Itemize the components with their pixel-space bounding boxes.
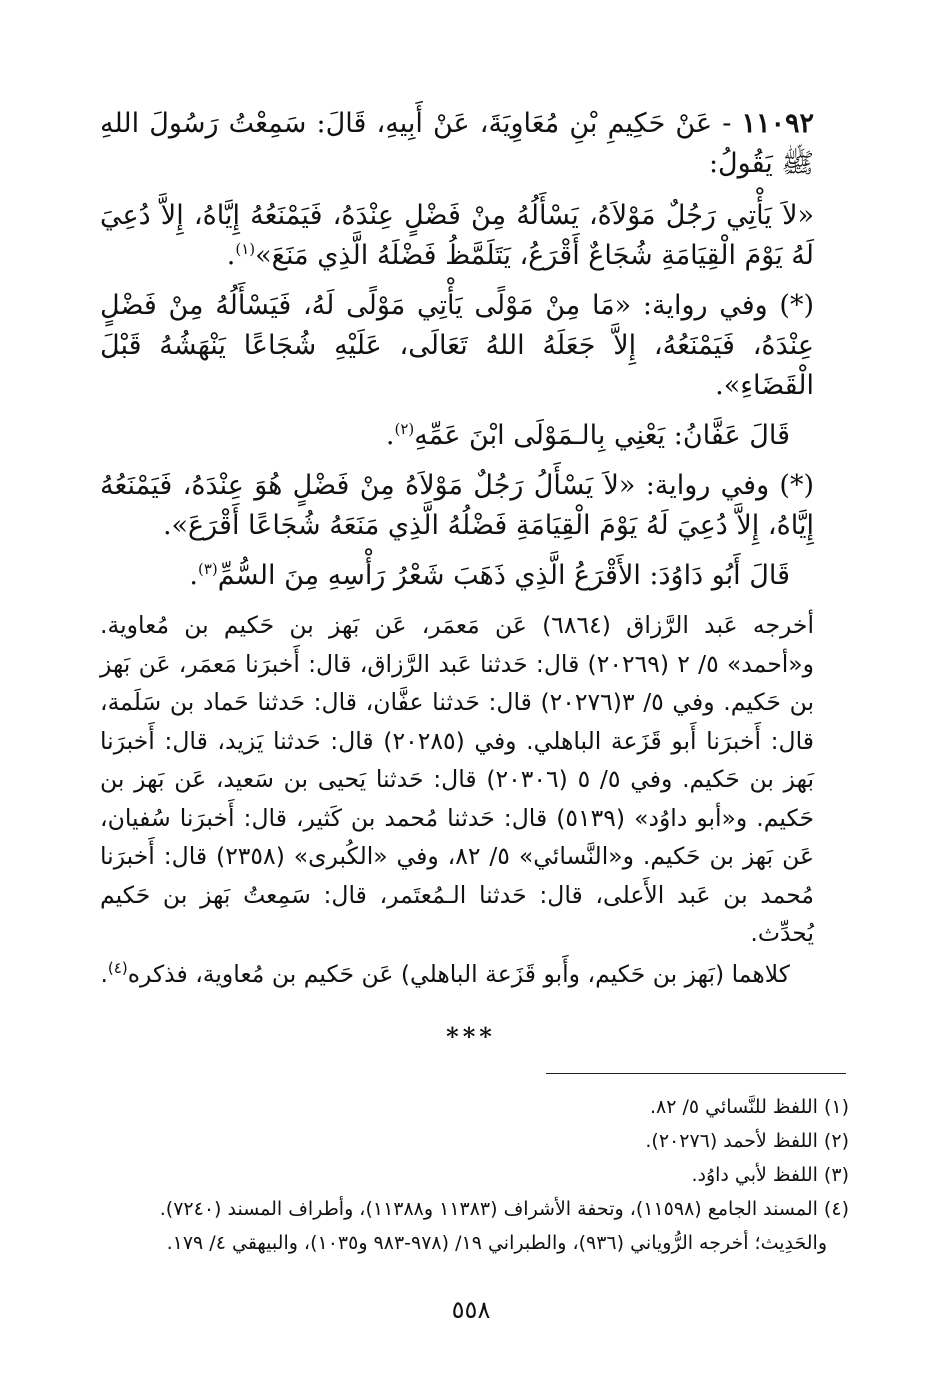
affan-note: قَالَ عَفَّانُ: يَعْنِي بِالـمَوْلَى ابْنَ عَمِّهِ$^{(٢)}$. bbox=[385, 420, 790, 451]
takhrij-summary: كلاهما (بَهز بن حَكيم، وأَبو قَزَعة الباهلي) عَن حَكيم بن مُعاوية، فذكره$^{(٤)}$. bbox=[100, 958, 790, 988]
footnote-3: (٣) اللفظ لأبي داوُد. bbox=[691, 1164, 849, 1186]
footnotes bbox=[100, 1090, 849, 1260]
footnote-1: (١) اللفظ للنَّسائي ٥/ ٨٢. bbox=[650, 1096, 849, 1118]
hadith-number: ١١٠٩٢ bbox=[741, 108, 814, 139]
affan-text: قَالَ عَفَّانُ: يَعْنِي بِالـمَوْلَى ابْنَ عَمِّهِ bbox=[414, 420, 790, 451]
footnote-2: (٢) اللفظ لأحمد (٢٠٢٧٦). bbox=[645, 1130, 849, 1152]
matn-text: «لاَ يَأْتِي رَجُلٌ مَوْلاَهُ، يَسْأَلُهُ مِنْ فَضْلٍ عِنْدَهُ، فَيَمْنَعُهُ إِيَّاهُ، إِلاَّ دُعِيَ لَهُ يَوْمَ الْقِيَامَةِ شُجَاعٌ أَقْرَعُ، يَتَلَمَّظُ فَضْلَهُ الَّذِي مَنَعَ» bbox=[100, 200, 814, 271]
abu-dawud-note: قَالَ أَبُو دَاوُدَ: الأَقْرَعُ الَّذِي ذَهَبَ شَعْرُ رَأْسِهِ مِنَ السُّمِّ$^{(٣)}$. bbox=[189, 560, 790, 591]
footnote-4-continuation: والحَدِيث؛ أخرجه الرُّوياني (٩٣٦)، والطبراني ١٩/ (٩٧٨-٩٨٣ و١٠٣٥)، والبيهقي ٤/ ١٧٩. bbox=[166, 1232, 827, 1254]
footnote-ref-1[interactable]: (١) bbox=[235, 240, 256, 258]
takhrij-text: أخرجه عَبد الرَّزاق (٦٨٦٤) عَن مَعمَر، عَن بَهز بن حَكيم بن مُعاوية. و«أحمد» ٥/ ٢ (٢٠٢٦٩) قال: حَدثنا عَبد الرَّزاق، قال: أَخبرَنا مَعمَر، عَن بَهز بن حَكيم. وفي ٥/ ٣(٢٠٢٧٦) قال: حَدثنا عفَّان، قال: حَدثنا حَماد بن سَلَمة، قال: أَخبرَنا أَبو قَزَعة الباهلي. وفي (٢٠٢٨٥) قال: حَدثنا يَزيد، قال: أَخبرَنا بَهز بن حَكيم. وفي ٥/ ٥ (٢٠٣٠٦) قال: حَدثنا يَحيى بن سَعيد، عَن بَهز بن حَكيم. و«أبو داوُد» (٥١٣٩) قال: حَدثنا مُحمد بن كَثير، قال: أَخبرَنا سُفيان، عَن بَهز بن حَكيم. و«النَّسائي» ٥/ ٨٢، وفي «الكُبرى» (٢٣٥٨) قال: أَخبرَنا مُحمد بن عَبد الأَعلى، قال: حَدثنا الـمُعتَمر، قال: سَمِعتُ بَهز بن حَكيم يُحدِّث. bbox=[100, 611, 815, 947]
section-separator: *** bbox=[446, 1022, 496, 1051]
footnote-4: (٤) المسند الجامع (١١٥٩٨)، وتحفة الأشراف (١١٣٨٣ و١١٣٨٨)، وأطراف المسند (٧٢٤٠). bbox=[159, 1198, 849, 1220]
footnote-ref-4[interactable]: (٤) bbox=[107, 958, 128, 977]
hadith-matn: «لاَ يَأْتِي رَجُلٌ مَوْلاَهُ، يَسْأَلُهُ مِنْ فَضْلٍ عِنْدَهُ، فَيَمْنَعُهُ إِيَّاهُ، إِلاَّ دُعِيَ لَهُ يَوْمَ الْقِيَامَةِ شُجَاعٌ أَقْرَعُ، يَتَلَمَّظُ فَضْلَهُ الَّذِي مَنَعَ»$^{(١)}$. bbox=[100, 200, 814, 271]
riwaya-2: (*) وفي رواية: «لاَ يَسْأَلُ رَجُلٌ مَوْلاَهُ مِنْ فَضْلٍ هُوَ عِنْدَهُ، فَيَمْنَعُهُ إِيَّاهُ، إِلاَّ دُعِيَ لَهُ يَوْمَ الْقِيَامَةِ فَضْلُهُ الَّذِي مَنَعَهُ شُجَاعًا أَقْرَعَ». bbox=[100, 470, 814, 541]
footnote-ref-3[interactable]: (٣) bbox=[197, 560, 218, 578]
riwaya-1: (*) وفي رواية: «مَا مِنْ مَوْلًى يَأْتِي مَوْلًى لَهُ، فَيَسْأَلُهُ مِنْ فَضْلٍ عِنْدَهُ، فَيَمْنَعُهُ، إِلاَّ جَعَلَهُ اللهُ تَعَالَى، عَلَيْهِ شُجَاعًا يَنْهَشُهُ قَبْلَ الْقَضَاءِ». bbox=[100, 290, 814, 401]
hadith-heading bbox=[100, 104, 814, 184]
hadith-isnad: - عَنْ حَكِيمِ بْنِ مُعَاوِيَةَ، عَنْ أَبِيهِ، قَالَ: سَمِعْتُ رَسُولَ اللهِ ﷺ يَقُولُ: bbox=[100, 108, 814, 179]
main-text bbox=[100, 104, 814, 993]
page-number: ٥٥٨ bbox=[451, 1296, 491, 1324]
summary-text: كلاهما (بَهز بن حَكيم، وأَبو قَزَعة الباهلي) عَن حَكيم بن مُعاوية، فذكره bbox=[127, 959, 790, 988]
abu-dawud-text: قَالَ أَبُو دَاوُدَ: الأَقْرَعُ الَّذِي ذَهَبَ شَعْرُ رَأْسِهِ مِنَ السُّمِّ bbox=[217, 560, 790, 591]
footnote-divider bbox=[546, 1073, 846, 1074]
footnote-ref-2[interactable]: (٢) bbox=[394, 420, 415, 438]
